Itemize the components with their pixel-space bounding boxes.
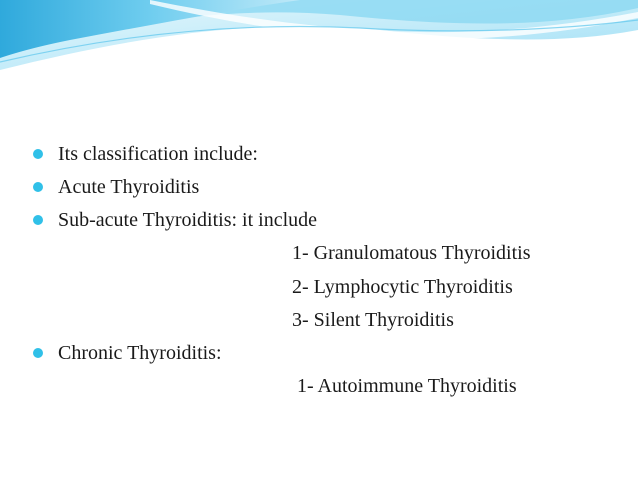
bullet-dot (33, 149, 43, 159)
bullet-dot (33, 348, 43, 358)
sub-item: 2- Lymphocytic Thyroiditis (292, 276, 513, 298)
bullet-dot (33, 182, 43, 192)
bullet-item: Its classification include: (58, 143, 258, 165)
sub-item: 3- Silent Thyroiditis (292, 309, 454, 331)
sub-item: 1- Granulomatous Thyroiditis (292, 242, 531, 264)
sub-item: 1- Autoimmune Thyroiditis (297, 375, 517, 397)
bullet-item: Sub-acute Thyroiditis: it include (58, 209, 318, 231)
bullet-dot (33, 215, 43, 225)
bullet-item: Chronic Thyroiditis: (58, 342, 222, 364)
bullet-item: Acute Thyroiditis (58, 176, 200, 198)
